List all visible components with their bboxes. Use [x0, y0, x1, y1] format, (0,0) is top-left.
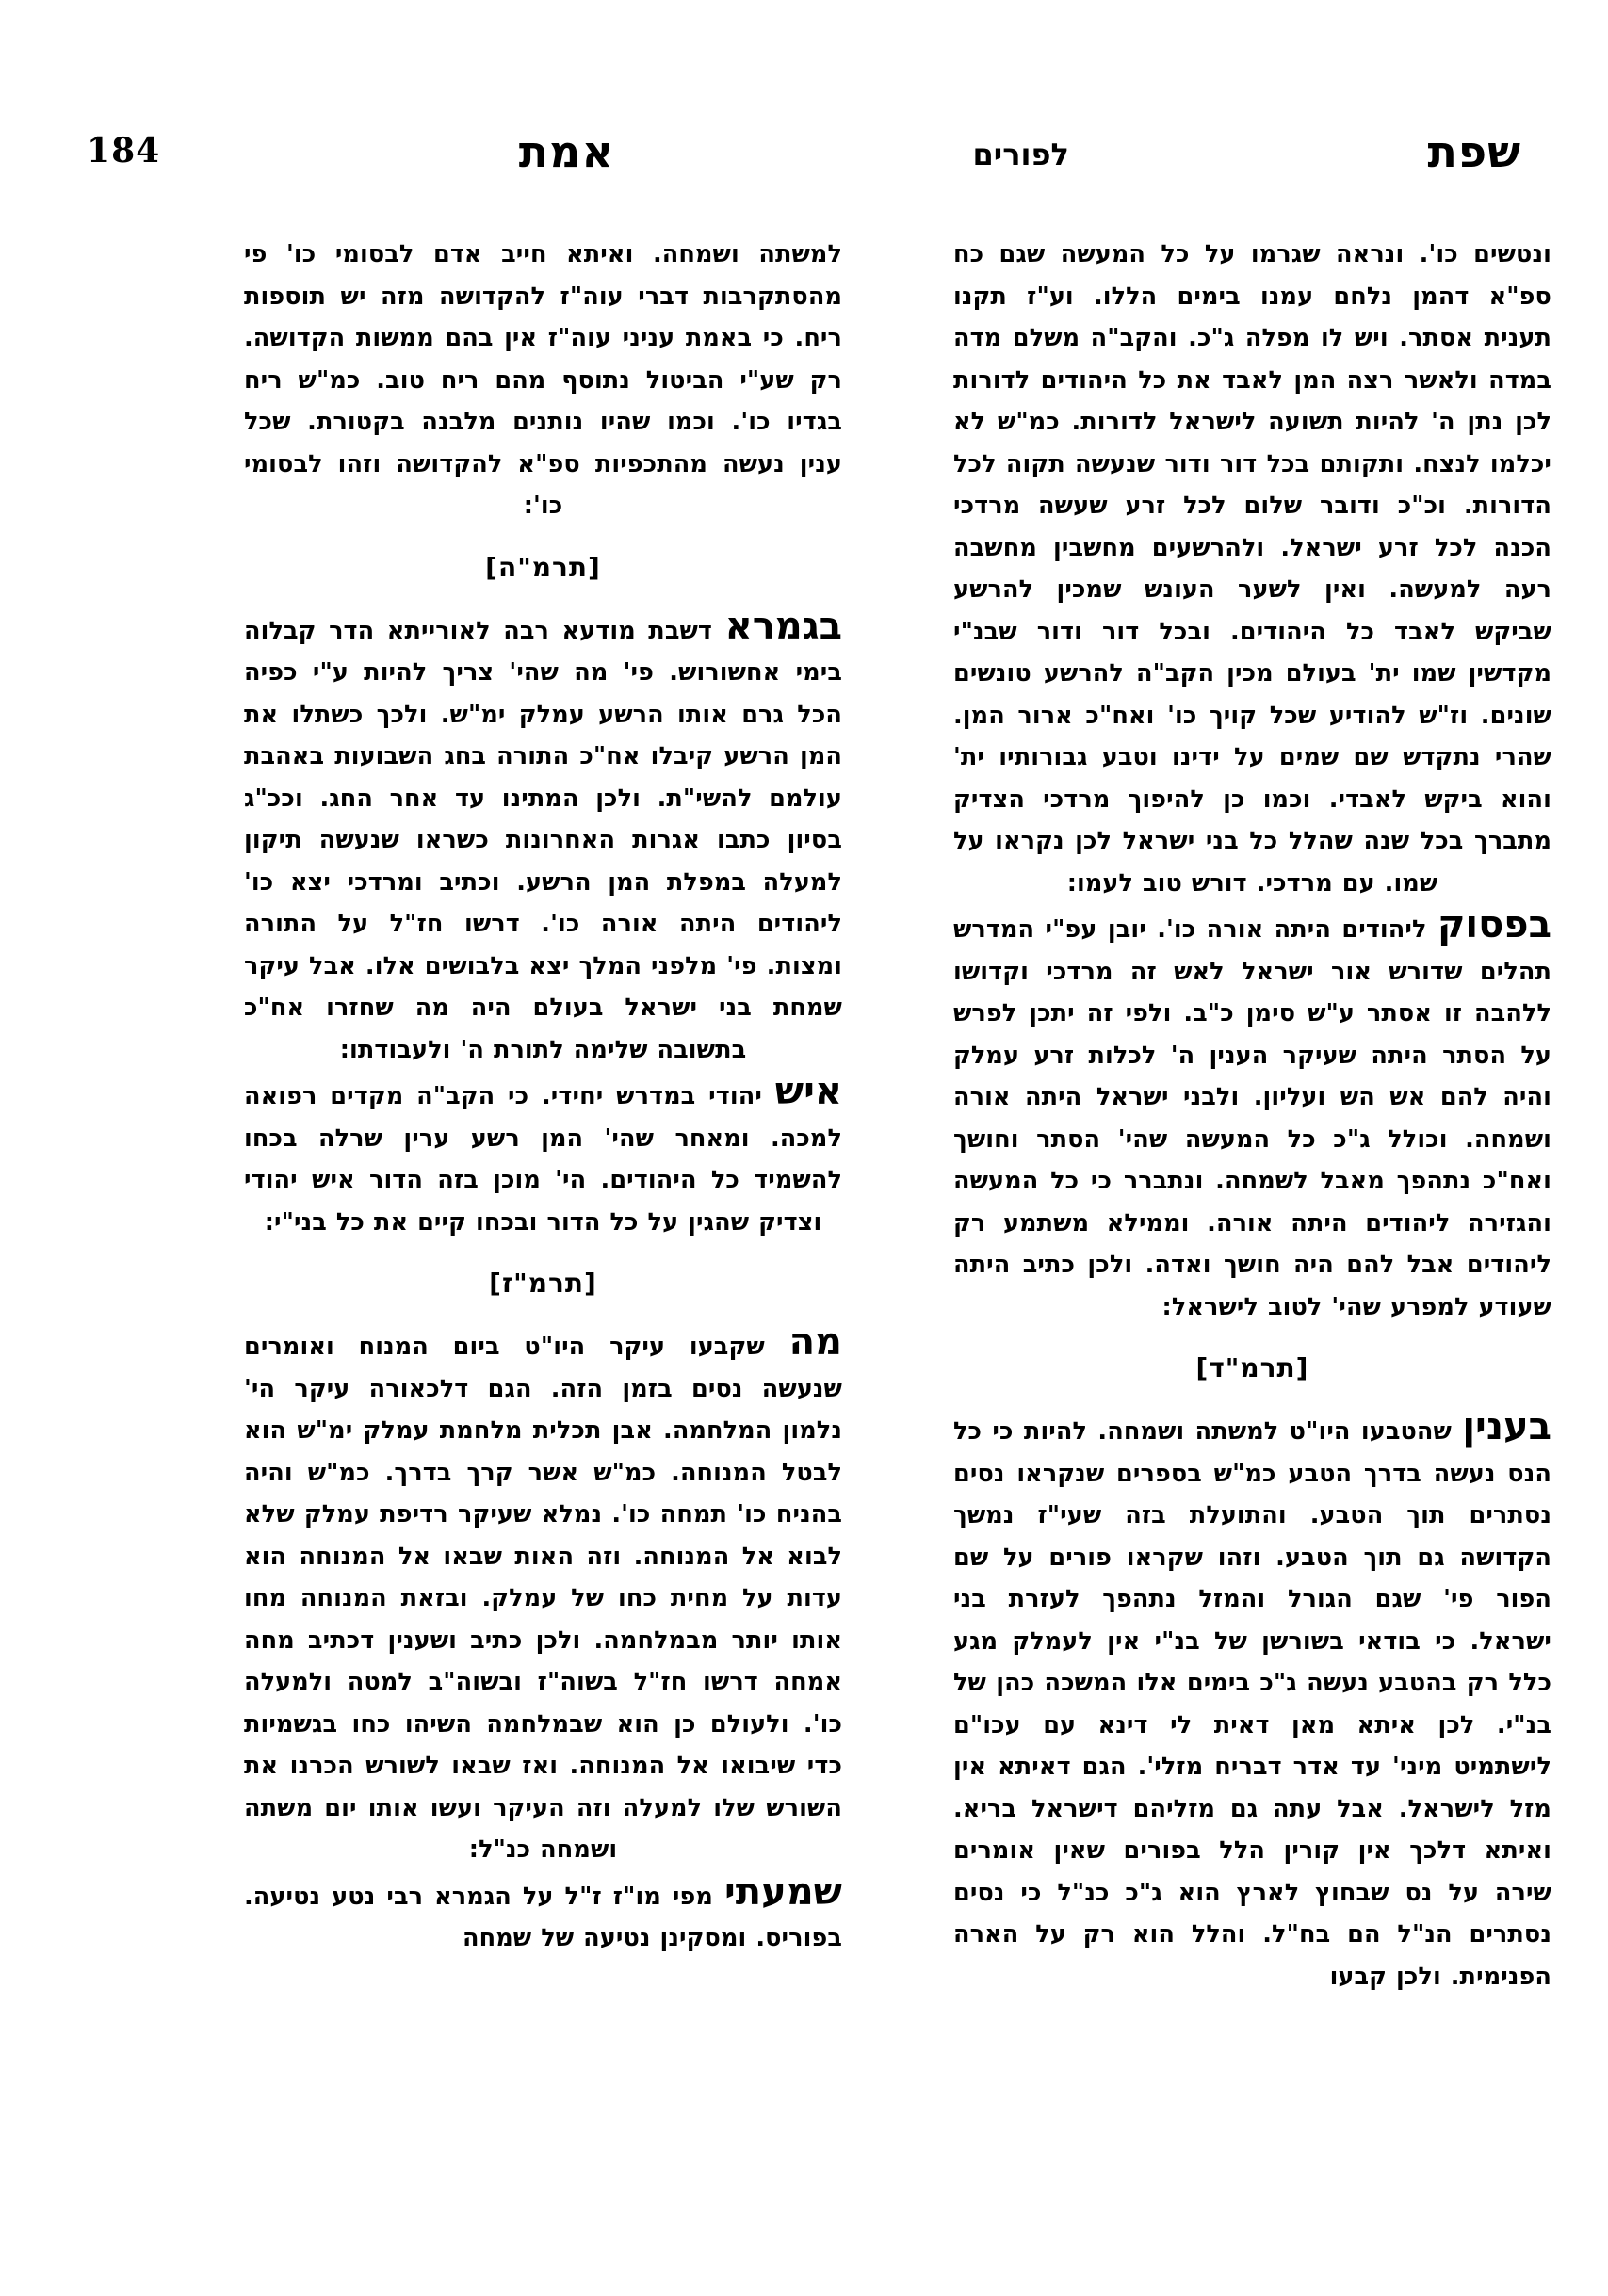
- paragraph-initial-word: מה: [788, 1320, 842, 1364]
- running-head-section: לפורים: [972, 137, 1069, 172]
- paragraph-ish-yehudi: [244, 1071, 842, 1243]
- paragraph-initial-word: בגמרא: [724, 604, 842, 648]
- running-head: [87, 126, 1521, 196]
- paragraph-initial-word: בענין: [1462, 1405, 1551, 1448]
- paragraph-body: שקבעו עיקר היו"ט ביום המנוח ואומרים שנעשה נסים בזמן הזה. הגם דלכאורה עיקר הי' נלמון המלחמה. אבן תכלית מלחמת עמלק ימ"ש הוא לבטל המנוחה. כמ"ש אשר קרך בדרך. כמ"ש והיה בהניח כו' תמחה כו'. נמלא שעיקר רדיפת עמלק שלא לבוא אל המנוחה. וזה האות שבאו אל המנוחה הוא עדות על מחית כחו של עמלק. ובזאת המנוחה מחו אותו יותר מבמלחמה. ולכן כתיב ושענין דכתיב מחה אמחה דרשו חז"ל בשוה"ז ובשוה"ב למטה ולמעלה כו'. ולעולם כן הוא שבמלחמה השיהו כחו בגשמיות כדי שיבואו אל המנוחה. ואז שבאו לשורש הכרנו את השורש שלו למעלה וזה העיקר ועשו אותו יום משתה ושמחה כנ"ל:: [244, 1333, 842, 1864]
- paragraph-body: מפי מו"ז ז"ל על הגמרא רבי נטע נטיעה. בפוריס. ומסקינן נטיעה של שמחה: [244, 1882, 842, 1952]
- text-columns: [57, 234, 1551, 2230]
- paragraph-continuation: ונטשים כו'. ונראה שגרמו על כל המעשה שגם כח ספ"א דהמן נלחם עמנו בימים הללו. וע"ז תקנו תענית אסתר. ויש לו מפלה ג"כ. והקב"ה משלם מדה במדה ולאשר רצה המן לאבד את כל היהודים לדורות לכן נתן ה' להיות תשועה לישראל לדורות. כמ"ש לא יכלמו לנצח. ותקותם בכל דור ודור שנעשה תקוה לכל הדורות. וכ"כ ודובר שלום לכל זרע שעשה מרדכי הכנה לכל זרע ישראל. ולהרשעים מחשבין מחשבה רעה למעשה. ואין לשער העונש שמכין להרשע שביקש לאבד כל היהודים. ובכל דור ודור שבנ"י מקדשין שמו ית' בעולם מכין הקב"ה להרשע טונשים שונים. וז"ש להודיע שכל קויך כו' ואח"כ ארור המן. שהרי נתקדש שם שמים על ידינו וטבע גבורותיו ית' והוא ביקש לאבדי. וכמו כן להיפוך מרדכי הצדיק מתברך בכל שנה שהלל כל בני ישראל לכן נקראו על שמו. עם מרדכי. דורש טוב לעמו:: [953, 240, 1551, 897]
- paragraph-continuation: למשתה ושמחה. ואיתא חייב אדם לבסומי כו' פי מהסתקרבות דברי עוה"ז להקדושה מזה יש תוספות ריח. כי באמת עניני עוה"ז אין בהם ממשות הקדושה. רק שע"י הביטול נתוסף מהם ריח טוב. כמ"ש ריח בגדיו כו'. וכמו שהיו נותנים מלבנה בקטורת. שכל ענין נעשה מהתכפיות ספ"א להקדושה וזהו לבסומי כו':: [244, 240, 842, 520]
- paragraph-body: שהטבעו היו"ט למשתה ושמחה. להיות כי כל הנס נעשה בדרך הטבע כמ"ש בספרים שנקראו נסים נסתרים תוך הטבע. והתועלת בזה שעי"ז נמשך הקדושה גם תוך הטבע. וזהו שקראו פורים על שם הפור פי' שגם הגורל והמזל נתהפך לעזרת בני ישראל. כי בודאי בשורשן של בנ"י אין לעמלק מגע כלל רק בהטבע נעשה ג"כ בימים אלו המשכה כהן של בנ"י. לכן איתא מאן דאית לי דינא עם עכו"ם לישתמיט מיני' עד אדר דבריח מזלי'. הגם דאיתא אין מזל לישראל. אבל עתה גם מזליהם דישראל בריא. ואיתא דלכך אין קורין הלל בפורים שאין אומרים שירה על נס שבחוץ לארץ הוא ג"כ כנ"ל כי נסים נסתרים הנ"ל הם בח"ל. והלל הוא רק על הארה הפנימית. ולכן קבעו: [953, 1417, 1551, 1991]
- paragraph-beinyan: [953, 1406, 1551, 1997]
- running-head-title-left: אמת: [518, 126, 614, 177]
- paragraph-body: ליהודים היתה אורה כו'. יובן עפ"י המדרש תהלים שדורש אור ישראל לאש זה מרדכי וקדושו ללהבה זו אסתר ע"ש סימן כ"ב. ולפי זה יתכן לפרש על הסתר היתה שעיקר הענין ה' לכלות זרע עמלק והיה להם אש הש ועליון. ולבני ישראל היתה אורה ושמחה. וכולל ג"כ כל המעשה שהי' הסתר וחושך ואח"כ נתהפך מאבל לשמחה. ונתברר כי כל המעשה והגזירה ליהודים היתה אורה. וממילא משתמע רק ליהודים אבל להם היה חושך ואדה. ולכן כתיב היתה שעודע למפרע שהי' לטוב לישראל:: [953, 915, 1551, 1321]
- year-marker-tarmad: [תרמ"ד]: [1195, 1352, 1309, 1383]
- paragraph-initial-word: בפסוק: [1437, 903, 1552, 946]
- year-marker-tarmah: [תרמ"ה]: [485, 551, 601, 583]
- paragraph-body: יהודי במדרש יחידי. כי הקב"ה מקדים רפואה למכה. ומאחר שהי' המן רשע ערין שרלה בכחו להשמיד כל היהודים. הי' מוכן בזה הדור איש יהודי וצדיק שהגין על כל הדור ובכחו קיים את כל בני"י:: [244, 1082, 842, 1237]
- paragraph-initial-word: איש: [774, 1070, 842, 1113]
- paragraph-mah: [244, 1321, 842, 1871]
- paragraph-bepasuk: [953, 904, 1551, 1328]
- left-column: [244, 234, 842, 2230]
- year-marker-tarmaz: [תרמ"ז]: [489, 1268, 597, 1299]
- running-head-title-right: שפת: [1427, 126, 1521, 177]
- page-number: 184: [87, 131, 161, 170]
- paragraph-bagemara: [244, 606, 842, 1072]
- right-column: [953, 234, 1551, 2230]
- paragraph-body: דשבת מודעא רבה לאורייתא הדר קבלוה בימי אחשורוש. פי' מה שהי' צריך להיות ע"י כפיה הכל גרם אותו הרשע עמלק ימ"ש. ולכך כשתלו את המן הרשע קיבלו אח"כ התורה בחג השבועות באהבת עולמם להשי"ת. ולכן המתינו עד אחר החג. וככ"ג בסיון כתבו אגרות האחרונות כשראו שנעשה תיקון למעלה במפלת המן הרשע. וכתיב ומרדכי יצא כו' ליהודים היתה אורה כו'. דרשו חז"ל על התורה ומצות. פי' מלפני המלך יצא בלבושים אלו. אבל עיקר שמחת בני ישראל בעולם היה מה שחזרו אח"כ בתשובה שלימה לתורת ה' ולעבודתו:: [244, 616, 842, 1064]
- paragraph-initial-word: שמעתי: [723, 1869, 842, 1914]
- paragraph-shamati: [244, 1871, 842, 1960]
